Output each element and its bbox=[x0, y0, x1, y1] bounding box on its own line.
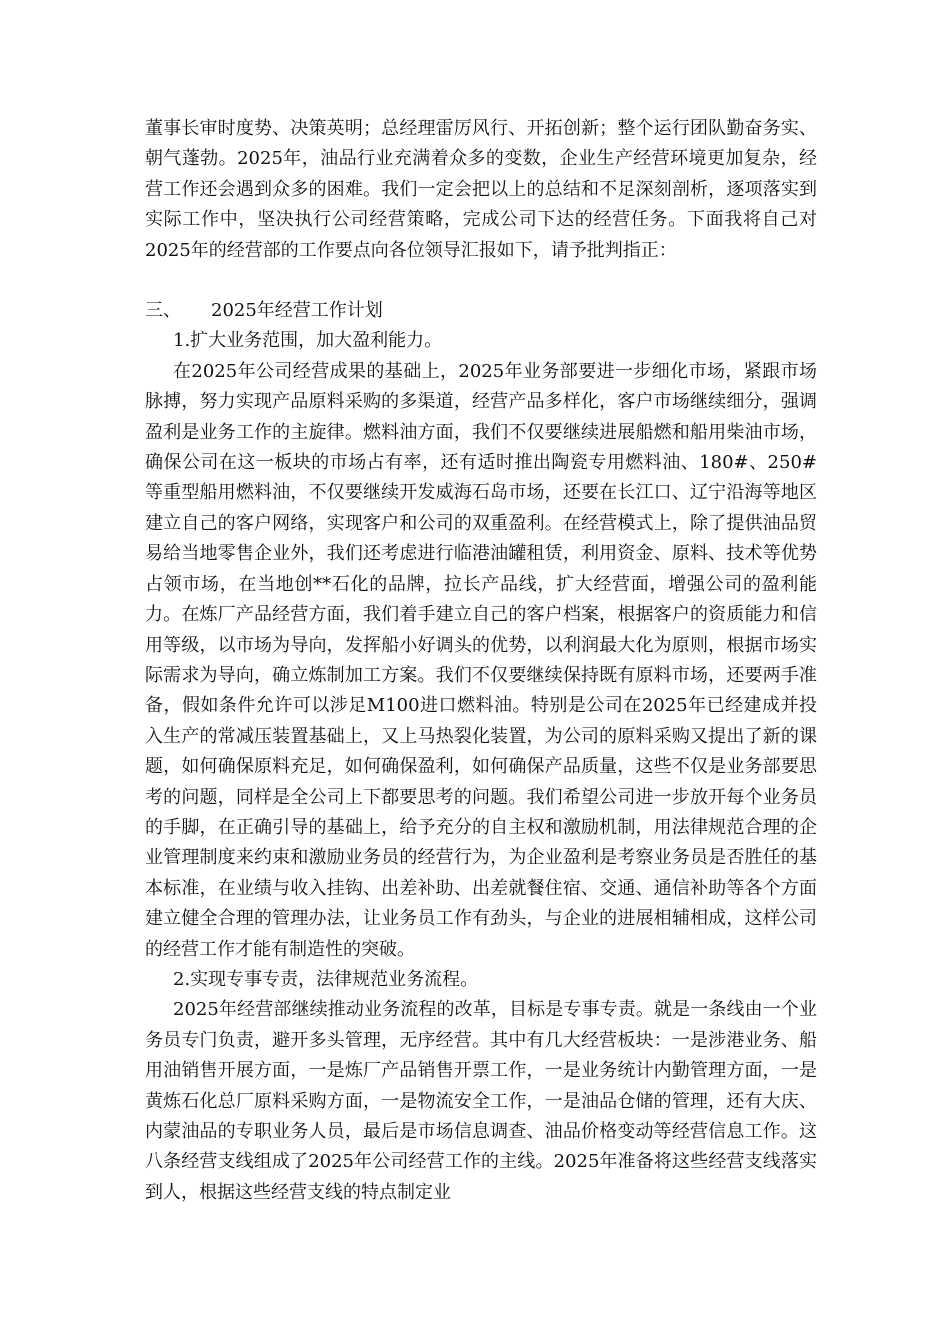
item-1-paragraph: 在2025年公司经营成果的基础上，2025年业务部要进一步细化市场，紧跟市场脉搏，努力实现产品原料采购的多渠道，经营产品多样化，客户市场继续细分，强调盈利是业务工作的主旋律。燃料油方面，我们不仅要继续进展船燃和船用柴油市场，确保公司在这一板块的市场占有率，还有适时推出陶瓷专用燃料油、180#、250#等重型船用燃料油，不仅要继续开发威海石岛市场，还要在长江口、辽宁沿海等地区建立自己的客户网络，实现客户和公司的双重盈利。在经营模式上，除了提供油品贸易给当地零售企业外，我们还考虑进行临港油罐租赁，利用资金、原料、技术等优势占领市场，在当地创**石化的品牌，拉长产品线，扩大经营面，增强公司的盈利能力。在炼厂产品经营方面，我们着手建立自己的客户档案，根据客户的资质能力和信用等级，以市场为导向，发挥船小好调头的优势，以利润最大化为原则，根据市场实际需求为导向，确立炼制加工方案。我们不仅要继续保持既有原料市场，还要两手准备，假如条件允许可以涉足M100进口燃料油。特别是公司在2025年已经建成并投入生产的常减压装置基础上，又上马热裂化装置，为公司的原料采购又提出了新的课题，如何确保原料充足，如何确保盈利，如何确保产品质量，这些不仅是业务部要思考的问题，同样是全公司上下都要思考的问题。我们希望公司进一步放开每个业务员的手脚，在正确引导的基础上，给予充分的自主权和激励机制，用法律规范合理的企业管理制度来约束和激励业务员的经营行为，为企业盈利是考察业务员是否胜任的基本标准，在业绩与收入挂钩、出差补助、出差就餐住宿、交通、通信补助等各个方面建立健全合理的管理办法，让业务员工作有劲头，与企业的进展相辅相成，这样公司的经营工作才能有制造性的突破。 bbox=[145, 360, 817, 960]
section-heading bbox=[145, 296, 817, 326]
item-1-heading: 1.扩大业务范围，加大盈利能力。 bbox=[173, 330, 443, 352]
section-number: 三、 bbox=[145, 300, 181, 322]
section-title: 2025年经营工作计划 bbox=[211, 300, 383, 322]
intro-paragraph: 董事长审时度势、决策英明；总经理雷厉风行、开拓创新；整个运行团队勤奋务实、朝气蓬勃。2025年，油品行业充满着众多的变数，企业生产经营环境更加复杂，经营工作还会遇到众多的困难。我们一定会把以上的总结和不足深刻剖析，逐项落实到实际工作中，坚决执行公司经营策略，完成公司下达的经营任务。下面我将自己对2025年的经营部的工作要点向各位领导汇报如下，请予批判指正： bbox=[145, 118, 817, 261]
item-2-paragraph: 2025年经营部继续推动业务流程的改革，目标是专事专责。就是一条线由一个业务员专门负责，避开多头管理，无序经营。其中有几大经营板块：一是涉港业务、船用油销售开展方面，一是炼厂产品销售开票工作，一是业务统计内勤管理方面，一是黄炼石化总厂原料采购方面，一是物流安全工作，一是油品仓储的管理，还有大庆、内蒙油品的专职业务人员，最后是市场信息调查、油品价格变动等经营信息工作。这八条经营支线组成了2025年公司经营工作的主线。2025年准备将这些经营支线落实到人，根据这些经营支线的特点制定业 bbox=[145, 999, 817, 1203]
item-2-heading: 2.实现专事专责，法律规范业务流程。 bbox=[173, 968, 479, 990]
document-body bbox=[145, 114, 817, 1208]
paragraph-gap bbox=[145, 266, 817, 296]
